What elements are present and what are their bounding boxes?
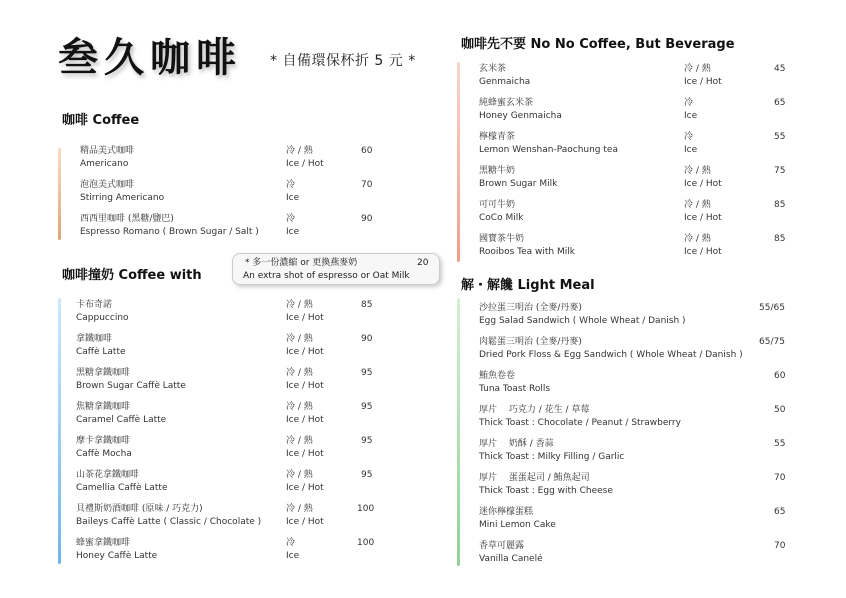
section-title-coffee: 咖啡 Coffee <box>62 113 140 128</box>
item-name-en: Thick Toast : Milky Filling / Garlic <box>479 452 625 462</box>
item-name-en: Stirring Americano <box>80 193 165 203</box>
item-name-en: Rooibos Tea with Milk <box>479 247 575 257</box>
item-price: 50 <box>774 405 786 415</box>
item-name-zh: 迷你檸檬蛋糕 <box>479 507 534 517</box>
item-name-zh: 厚片 蛋蛋起司 / 鮪魚起司 <box>479 473 590 483</box>
item-name-en: Camellia Caffè Latte <box>76 483 168 493</box>
item-price: 95 <box>361 368 373 378</box>
addon-line-en: An extra shot of espresso or Oat Milk <box>243 271 410 281</box>
item-temp-en: Ice / Hot <box>286 381 324 391</box>
section-title-latte: 咖啡撞奶 Coffee with <box>62 268 202 283</box>
item-temp-zh: 冷 / 熱 <box>286 470 313 480</box>
addon-line-zh: * 多一份濃縮 or 更換燕麥奶 <box>245 258 358 268</box>
item-name-en: Honey Caffè Latte <box>76 551 158 561</box>
item-temp-zh: 冷 <box>684 132 694 142</box>
item-name-en: Vanilla Canelé <box>479 554 543 564</box>
item-temp-zh: 冷 / 熱 <box>286 402 313 412</box>
item-name-zh: 貝禮斯奶酒咖啡 (原味 / 巧克力) <box>76 504 203 514</box>
item-name-zh: 蜂蜜拿鐵咖啡 <box>76 538 131 548</box>
item-temp-zh: 冷 / 熱 <box>286 146 313 156</box>
item-price: 55 <box>774 132 786 142</box>
item-temp-en: Ice / Hot <box>286 159 324 169</box>
item-name-en: Thick Toast : Egg with Cheese <box>479 486 613 496</box>
item-name-en: Honey Genmaicha <box>479 111 562 121</box>
item-name-en: Cappuccino <box>76 313 129 323</box>
item-name-zh: 拿鐵咖啡 <box>76 334 113 344</box>
item-price: 65 <box>774 98 786 108</box>
item-name-en: Caffè Mocha <box>76 449 132 459</box>
item-price: 60 <box>361 146 373 156</box>
item-price: 100 <box>357 538 375 548</box>
item-temp-en: Ice / Hot <box>684 247 722 257</box>
item-temp-en: Ice / Hot <box>286 313 324 323</box>
item-name-en: Genmaicha <box>479 77 531 87</box>
item-temp-zh: 冷 / 熱 <box>684 166 711 176</box>
item-name-zh: 泡泡美式咖啡 <box>80 180 135 190</box>
item-price: 70 <box>774 541 786 551</box>
item-name-en: Dried Pork Floss & Egg Sandwich ( Whole Wheat / Danish ) <box>479 350 743 360</box>
item-temp-zh: 冷 / 熱 <box>286 300 313 310</box>
item-name-zh: 黑糖拿鐵咖啡 <box>76 368 131 378</box>
item-name-zh: 玄米茶 <box>479 64 507 74</box>
item-temp-zh: 冷 / 熱 <box>286 334 313 344</box>
item-temp-zh: 冷 / 熱 <box>286 504 313 514</box>
item-name-zh: 鮪魚卷卷 <box>479 371 516 381</box>
item-name-en: Mini Lemon Cake <box>479 520 556 530</box>
item-name-en: Caffè Latte <box>76 347 126 357</box>
item-name-zh: 國寶茶牛奶 <box>479 234 525 244</box>
item-temp-en: Ice <box>684 111 698 121</box>
item-temp-zh: 冷 <box>286 180 296 190</box>
item-price: 75 <box>774 166 786 176</box>
section-title-beverage: 咖啡先不要 No No Coffee, But Beverage <box>461 37 735 52</box>
item-temp-en: Ice / Hot <box>286 415 324 425</box>
item-name-en: Brown Sugar Milk <box>479 179 558 189</box>
brand-logo: 叁久咖啡 <box>58 34 242 81</box>
addon-price: 20 <box>417 258 429 268</box>
item-name-en: CoCo Milk <box>479 213 524 223</box>
item-temp-en: Ice / Hot <box>286 517 324 527</box>
item-price: 90 <box>361 214 373 224</box>
item-name-zh: 香草可麗露 <box>479 541 525 551</box>
item-name-zh: 可可牛奶 <box>479 200 516 210</box>
item-price: 85 <box>361 300 373 310</box>
item-name-en: Tuna Toast Rolls <box>479 384 551 394</box>
item-name-zh: 卡布奇諾 <box>76 300 113 310</box>
section-title-meal: 解・解饞 Light Meal <box>461 278 595 293</box>
item-name-en: Brown Sugar Caffè Latte <box>76 381 186 391</box>
item-name-en: Americano <box>80 159 129 169</box>
item-price: 70 <box>361 180 373 190</box>
item-name-zh: 焦糖拿鐵咖啡 <box>76 402 131 412</box>
latte-accent-bar <box>58 298 61 564</box>
item-name-zh: 檸檬青茶 <box>479 132 516 142</box>
item-temp-en: Ice <box>684 145 698 155</box>
item-temp-en: Ice <box>286 193 300 203</box>
item-price: 95 <box>361 436 373 446</box>
item-name-en: Espresso Romano ( Brown Sugar / Salt ) <box>80 227 259 237</box>
item-name-zh: 黑糖牛奶 <box>479 166 516 176</box>
item-name-en: Egg Salad Sandwich ( Whole Wheat / Danish ) <box>479 316 686 326</box>
item-price: 60 <box>774 371 786 381</box>
item-temp-en: Ice / Hot <box>286 449 324 459</box>
item-temp-zh: 冷 <box>286 538 296 548</box>
item-price: 85 <box>774 234 786 244</box>
coffee-accent-bar <box>58 148 61 240</box>
item-name-zh: 摩卡拿鐵咖啡 <box>76 436 131 446</box>
item-temp-en: Ice / Hot <box>684 213 722 223</box>
meal-accent-bar <box>457 298 460 566</box>
item-temp-en: Ice / Hot <box>684 77 722 87</box>
item-price: 85 <box>774 200 786 210</box>
item-name-zh: 沙拉蛋三明治 (全麥/丹麥) <box>479 303 582 313</box>
item-name-en: Lemon Wenshan-Paochung tea <box>479 145 618 155</box>
item-temp-zh: 冷 / 熱 <box>684 234 711 244</box>
item-price: 65 <box>774 507 786 517</box>
item-name-en: Thick Toast : Chocolate / Peanut / Strawberry <box>479 418 681 428</box>
item-temp-en: Ice / Hot <box>684 179 722 189</box>
item-price: 70 <box>774 473 786 483</box>
item-temp-zh: 冷 / 熱 <box>286 436 313 446</box>
item-temp-en: Ice / Hot <box>286 483 324 493</box>
item-price: 100 <box>357 504 375 514</box>
item-temp-zh: 冷 <box>684 98 694 108</box>
item-price: 55/65 <box>759 303 785 313</box>
item-temp-en: Ice <box>286 551 300 561</box>
item-name-zh: 山茶花拿鐵咖啡 <box>76 470 140 480</box>
item-name-zh: 純蜂蜜玄米茶 <box>479 98 534 108</box>
item-price: 65/75 <box>759 337 785 347</box>
item-price: 45 <box>774 64 786 74</box>
item-name-en: Baileys Caffè Latte ( Classic / Chocolate ) <box>76 517 262 527</box>
item-name-zh: 厚片 巧克力 / 花生 / 草莓 <box>479 405 590 415</box>
item-name-zh: 肉鬆蛋三明治 (全麥/丹麥) <box>479 337 582 347</box>
item-name-zh: 精品美式咖啡 <box>80 146 135 156</box>
item-name-zh: 厚片 奶酥 / 香蒜 <box>479 439 554 449</box>
item-name-en: Caramel Caffè Latte <box>76 415 167 425</box>
item-temp-en: Ice / Hot <box>286 347 324 357</box>
item-price: 95 <box>361 470 373 480</box>
item-price: 55 <box>774 439 786 449</box>
addon-extra-shot-box <box>232 253 440 285</box>
item-temp-zh: 冷 / 熱 <box>684 64 711 74</box>
item-temp-zh: 冷 / 熱 <box>684 200 711 210</box>
item-temp-zh: 冷 / 熱 <box>286 368 313 378</box>
beverage-accent-bar <box>457 62 460 262</box>
item-price: 90 <box>361 334 373 344</box>
item-name-zh: 西西里咖啡 (黑糖/鹽巴) <box>80 214 174 224</box>
eco-cup-discount-note: * 自備環保杯折 5 元 * <box>270 53 416 69</box>
item-temp-en: Ice <box>286 227 300 237</box>
item-temp-zh: 冷 <box>286 214 296 224</box>
item-price: 95 <box>361 402 373 412</box>
